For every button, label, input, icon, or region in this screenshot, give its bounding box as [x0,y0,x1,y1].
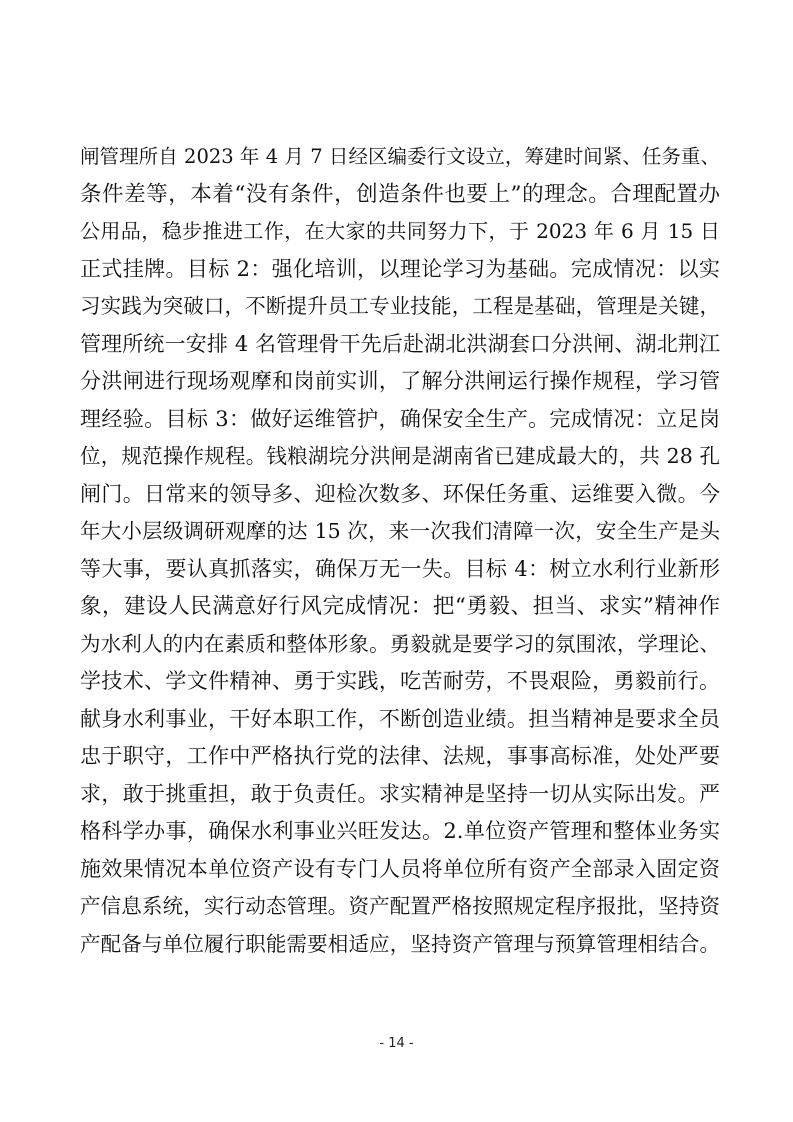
page-number: - 14 - [379,1036,414,1051]
text-line: 正式挂牌。目标 2：强化培训，以理论学习为基础。完成情况：以实 [80,256,720,281]
text-line: 理经验。目标 3：做好运维管护，确保安全生产。完成情况：立足岗 [80,406,720,431]
text-line: 分洪闸进行现场观摩和岗前实训，了解分洪闸运行操作规程，学习管 [80,369,720,393]
text-line: 施效果情况本单位资产设有专门人员将单位所有资产全部录入固定资 [80,856,720,881]
body-text [80,138,720,963]
text-line: 年大小层级调研观摩的达 15 次，来一次我们清障一次，安全生产是头 [80,519,720,543]
text-line: 献身水利事业，干好本职工作，不断创造业绩。担当精神是要求全员 [80,706,720,731]
text-line: 管理所统一安排 4 名管理骨干先后赴湖北洪湖套口分洪闸、湖北荆江 [80,331,720,356]
text-line: 求，敢于挑重担，敢于负责任。求实精神是坚持一切从实际出发。严 [80,781,720,806]
text-line: 忠于职守，工作中严格执行党的法律、法规，事事高标准，处处严要 [80,744,720,768]
text-line: 产配备与单位履行职能需要相适应，坚持资产管理与预算管理相结合。 [80,931,720,956]
text-line: 产信息系统，实行动态管理。资产配置严格按照规定程序报批，坚持资 [80,894,720,918]
text-line: 习实践为突破口，不断提升员工专业技能，工程是基础，管理是关键， [80,294,720,318]
text-line: 闸管理所自 2023 年 4 月 7 日经区编委行文设立，筹建时间紧、任务重、 [80,145,720,168]
text-line: 学技术、学文件精神、勇于实践，吃苦耐劳，不畏艰险，勇毅前行。 [80,669,720,693]
text-line: 位，规范操作规程。钱粮湖垸分洪闸是湖南省已建成最大的，共 28 孔 [80,444,720,468]
text-line: 等大事，要认真抓落实，确保万无一失。目标 4：树立水利行业新形 [80,556,720,581]
text-line: 格科学办事，确保水利事业兴旺发达。2.单位资产管理和整体业务实 [80,819,720,843]
text-line: 象，建设人民满意好行风完成情况：把“勇毅、担当、求实”精神作 [80,594,720,619]
text-line: 条件差等，本着“没有条件，创造条件也要上”的理念。合理配置办 [80,181,720,207]
text-line: 公用品，稳步推进工作，在大家的共同努力下，于 2023 年 6 月 15 日 [80,219,720,243]
text-line: 闸门。日常来的领导多、迎检次数多、环保任务重、运维要入微。今 [80,481,720,506]
text-line: 为水利人的内在素质和整体形象。勇毅就是要学习的氛围浓，学理论、 [80,631,720,656]
